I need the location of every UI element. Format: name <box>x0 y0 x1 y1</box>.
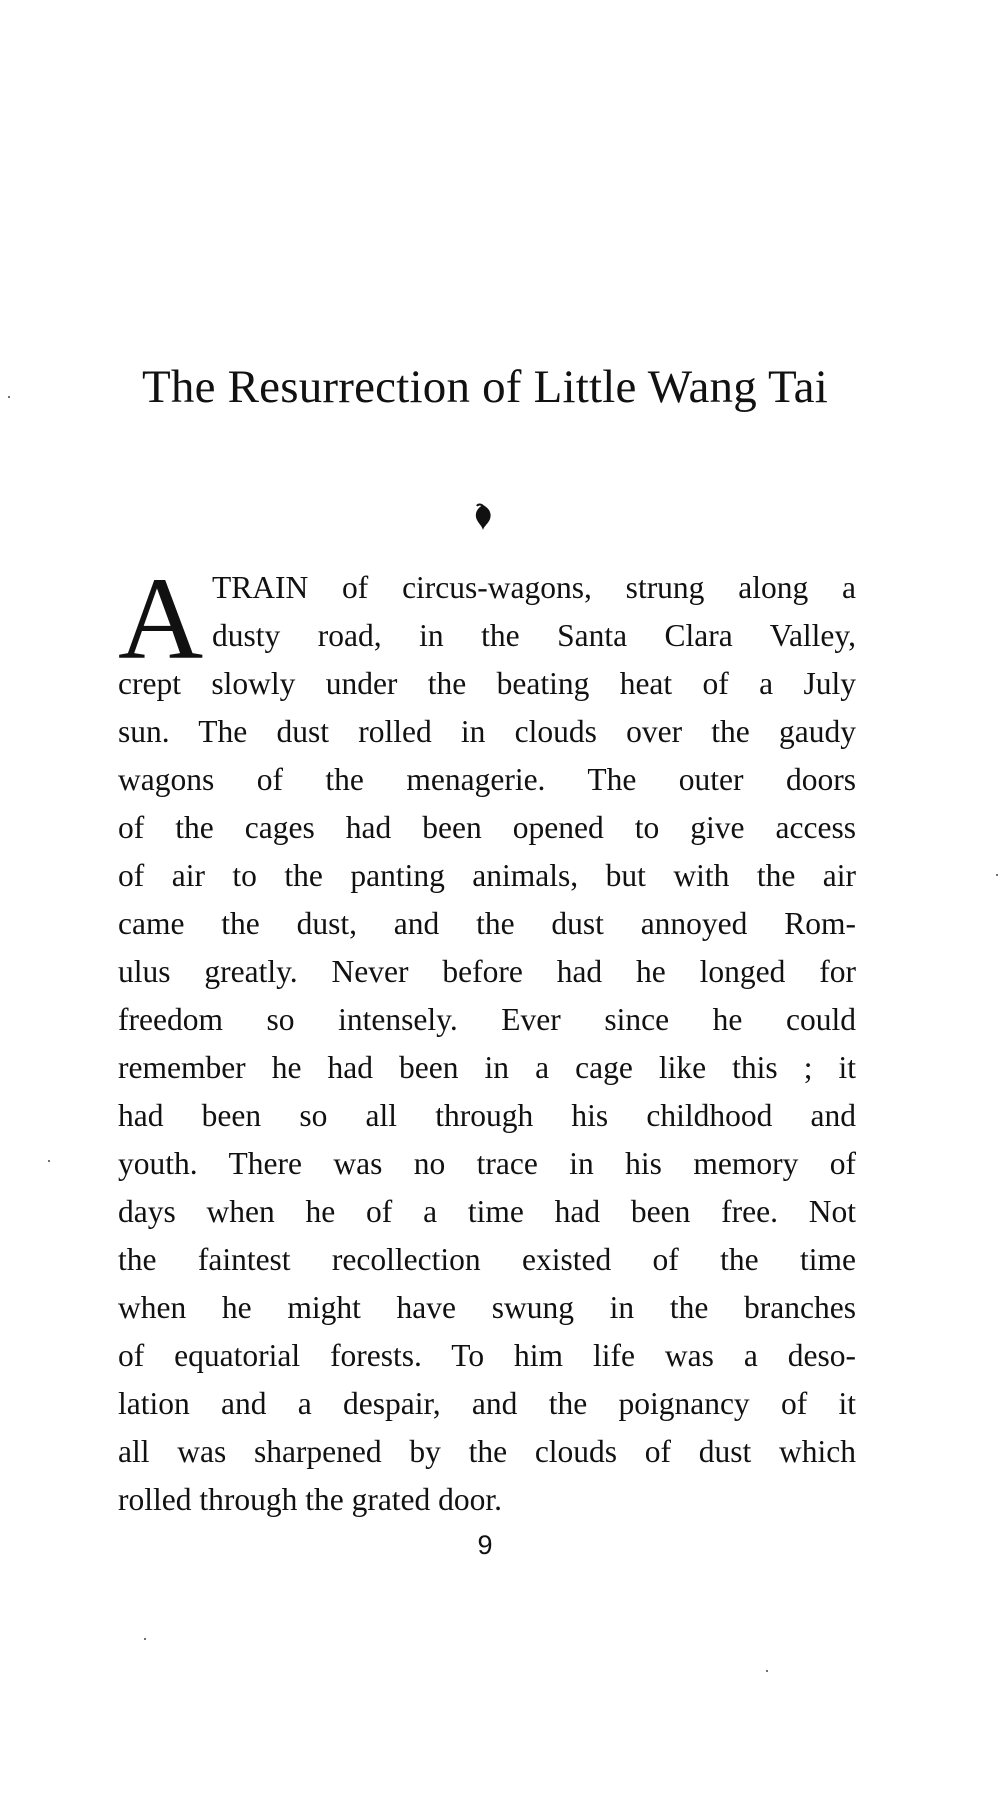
drop-cap: A <box>118 553 204 684</box>
text-line: the faintest recollection existed of the time <box>118 1242 856 1277</box>
text-line: ulus greatly. Never before had he longed for <box>118 954 856 989</box>
scan-speck <box>8 396 10 398</box>
text-line: of air to the panting animals, but with the air <box>118 858 856 893</box>
text-line: sun. The dust rolled in clouds over the gaudy <box>118 714 856 749</box>
text-line: of the cages had been opened to give access <box>118 810 856 845</box>
leaf-ornament-icon <box>468 502 498 532</box>
chapter-title: The Resurrection of Little Wang Tai <box>141 361 829 413</box>
scan-speck <box>144 1638 146 1640</box>
text-line: all was sharpened by the clouds of dust which <box>118 1434 856 1469</box>
scan-speck <box>996 874 998 876</box>
text-line: lation and a despair, and the poignancy of it <box>118 1386 856 1421</box>
text-line: days when he of a time had been free. Not <box>118 1194 856 1229</box>
text-line: crept slowly under the beating heat of a July <box>118 666 856 701</box>
text-line: freedom so intensely. Ever since he could <box>118 1002 856 1037</box>
scan-speck <box>766 1670 768 1672</box>
text-line: of equatorial forests. To him life was a deso- <box>118 1338 856 1373</box>
chapter-body <box>118 553 856 1524</box>
page-number: 9 <box>477 1530 493 1560</box>
scan-speck <box>48 1160 50 1162</box>
text-line: dusty road, in the Santa Clara Valley, <box>212 618 856 653</box>
text-line: rolled through the grated door. <box>118 1482 503 1517</box>
text-line: TRAIN of circus-wagons, strung along a <box>212 570 856 605</box>
text-line: youth. There was no trace in his memory of <box>118 1146 856 1181</box>
text-line: remember he had been in a cage like this ; it <box>118 1050 856 1085</box>
text-line: when he might have swung in the branches <box>118 1290 856 1325</box>
text-line: came the dust, and the dust annoyed Rom- <box>118 906 856 941</box>
text-line: wagons of the menagerie. The outer doors <box>118 762 856 797</box>
text-line: had been so all through his childhood and <box>118 1098 856 1133</box>
